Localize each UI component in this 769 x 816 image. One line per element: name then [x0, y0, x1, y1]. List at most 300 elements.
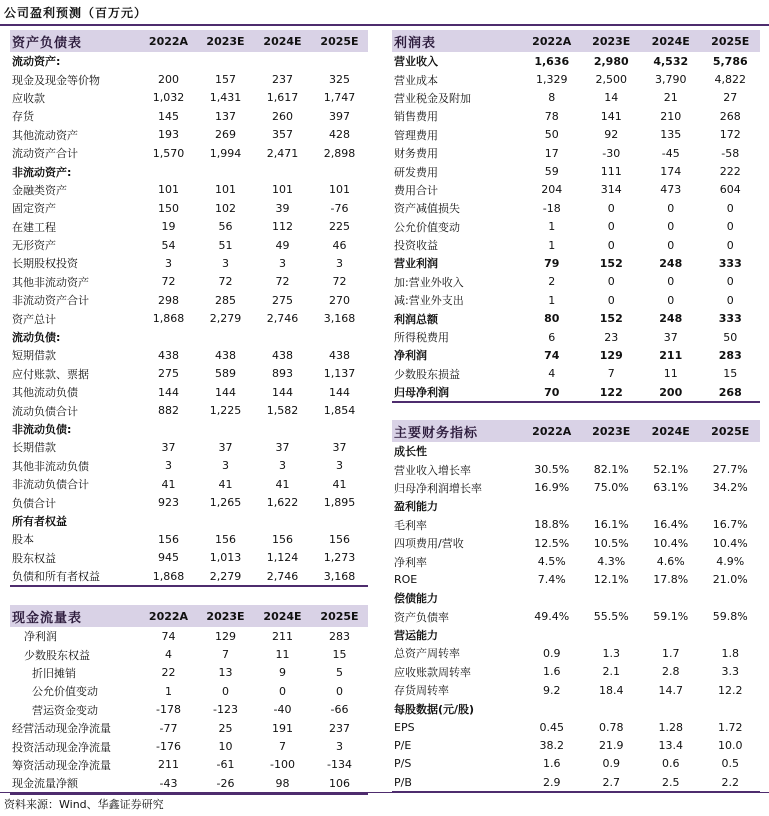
cell-value: 156: [215, 532, 236, 546]
cell-value: [522, 442, 582, 460]
cell-value: 10.0: [718, 738, 743, 752]
row-label: 资产总计: [12, 312, 56, 326]
row-label: 股本: [12, 533, 34, 547]
table-row: [392, 309, 760, 327]
cell-value: 16.4%: [653, 518, 689, 532]
cell-value: 7.4%: [537, 573, 566, 587]
cell-value: -178: [156, 703, 181, 717]
cell-value: 72: [218, 275, 233, 289]
cell-value: 10.4%: [653, 536, 689, 550]
cell-value: 438: [329, 348, 350, 362]
cell-value: 0: [607, 238, 615, 252]
table-row: [10, 70, 368, 88]
cell-value: 3: [222, 459, 229, 473]
cell-value: 2,746: [266, 312, 299, 326]
cell-value: 357: [272, 128, 293, 142]
ratios-year-header: 2023E: [582, 420, 642, 442]
cell-value: 0: [607, 275, 615, 289]
row-label: 净利润: [24, 630, 57, 644]
cell-value: 225: [329, 220, 350, 234]
cell-value: 150: [158, 201, 179, 215]
row-label: 筹资活动现金净流量: [12, 758, 111, 772]
table-row: [10, 309, 368, 327]
cell-value: 0: [726, 220, 734, 234]
cashflow-year-header: 2025E: [311, 605, 368, 627]
cell-value: 1,994: [209, 146, 242, 160]
cell-value: 12.1%: [593, 573, 629, 587]
row-label: 销售费用: [394, 110, 438, 124]
cell-value: 1.6: [543, 665, 561, 679]
table-row: [10, 126, 368, 144]
row-label: 非流动资产合计: [12, 294, 89, 308]
table-row: [392, 718, 760, 736]
row-label: 其他流动资产: [12, 128, 78, 142]
row-label: 资产减值损失: [394, 202, 460, 216]
row-label: 管理费用: [394, 128, 438, 142]
cell-value: 1.7: [662, 646, 680, 660]
cell-value: 2,279: [197, 567, 254, 586]
cell-value: 51: [218, 238, 233, 252]
cell-value: 0: [667, 293, 675, 307]
row-label: 长期借款: [12, 441, 56, 455]
table-row: [10, 218, 368, 236]
cell-value: 4,822: [714, 73, 746, 87]
cell-value: -61: [216, 758, 235, 772]
cell-value: -77: [159, 721, 178, 735]
table-row: [10, 254, 368, 272]
cell-value: 589: [215, 367, 236, 381]
row-label: P/S: [394, 757, 412, 771]
cell-value: 0: [279, 684, 286, 698]
cell-value: 30.5%: [534, 463, 570, 477]
cell-value: 75.0%: [593, 481, 629, 495]
cell-value: 1.8: [721, 646, 739, 660]
cell-value: 428: [329, 128, 350, 142]
cell-value: 0: [726, 275, 734, 289]
cell-value: 1,225: [209, 404, 242, 418]
row-label: 盈利能力: [394, 500, 438, 514]
balance-header-row: [10, 30, 368, 52]
table-row: [10, 475, 368, 493]
cell-value: 16.9%: [534, 481, 570, 495]
cell-value: 1,013: [209, 551, 242, 565]
cell-value: 50: [723, 330, 738, 344]
cell-value: -176: [156, 740, 181, 754]
cashflow-year-header: 2023E: [197, 605, 254, 627]
cell-value: 101: [272, 183, 293, 197]
row-label: 投资收益: [394, 239, 438, 253]
cell-value: 129: [599, 348, 623, 362]
cell-value: [140, 162, 197, 180]
row-label: 少数股东权益: [24, 648, 90, 662]
cell-value: 314: [600, 183, 622, 197]
cell-value: 0.45: [539, 720, 564, 734]
cell-value: 285: [215, 293, 236, 307]
cell-value: 38.2: [539, 738, 564, 752]
cell-value: 2.1: [602, 665, 620, 679]
table-row: [392, 273, 760, 291]
table-row: [10, 549, 368, 567]
cell-value: 1,895: [323, 496, 356, 510]
table-row: [10, 420, 368, 438]
row-label: 研发费用: [394, 165, 438, 179]
table-row: [392, 126, 760, 144]
row-label: 短期借款: [12, 349, 56, 363]
cell-value: 2,898: [323, 146, 356, 160]
cell-value: 283: [329, 629, 350, 643]
cell-value: -45: [661, 146, 680, 160]
cell-value: 0: [726, 238, 734, 252]
cell-value: 275: [272, 293, 293, 307]
cell-value: [641, 497, 701, 515]
cell-value: 59.1%: [653, 610, 689, 624]
cell-value: 18.4: [599, 683, 624, 697]
table-row: [392, 291, 760, 309]
financial-ratios-table: [392, 420, 760, 793]
cell-value: [311, 420, 368, 438]
cell-value: 0: [667, 220, 675, 234]
row-label: 公允价值变动: [32, 685, 98, 699]
cell-value: 2,500: [595, 73, 627, 87]
cell-value: 1,137: [323, 367, 356, 381]
cell-value: 156: [329, 532, 350, 546]
table-row: [10, 664, 368, 682]
cell-value: 0.9: [543, 646, 561, 660]
cell-value: -26: [197, 774, 254, 793]
cell-value: 2.9: [522, 773, 582, 792]
cell-value: 1,617: [266, 91, 299, 105]
cell-value: 1,570: [152, 146, 185, 160]
table-row: [392, 218, 760, 236]
row-label: 其他非流动资产: [12, 275, 89, 289]
table-row: [392, 699, 760, 717]
cell-value: 882: [158, 404, 179, 418]
cell-value: 4: [548, 367, 556, 381]
row-label: 存货周转率: [394, 684, 449, 698]
cell-value: 1,265: [209, 496, 242, 510]
row-label: 减:营业外支出: [394, 294, 464, 308]
table-row: [392, 608, 760, 626]
cell-value: 2.5: [641, 773, 701, 792]
cell-value: 5,786: [712, 54, 748, 68]
row-label: 营运资金变动: [32, 703, 98, 717]
table-row: [10, 438, 368, 456]
table-row: [392, 552, 760, 570]
table-row: [392, 773, 760, 792]
bottom-rule: [0, 792, 769, 793]
cell-value: 3: [336, 256, 343, 270]
cell-value: [197, 420, 254, 438]
table-row: [10, 682, 368, 700]
cashflow-year-header: 2022A: [140, 605, 197, 627]
table-row: [392, 162, 760, 180]
cell-value: [254, 420, 311, 438]
cell-value: 2.2: [701, 773, 761, 792]
cell-value: 2.7: [582, 773, 642, 792]
row-label: 负债和所有者权益: [10, 567, 140, 586]
cell-value: 0.5: [721, 757, 739, 771]
cell-value: 72: [161, 275, 176, 289]
cell-value: 101: [215, 183, 236, 197]
table-row: [392, 199, 760, 217]
row-label: 流动负债:: [12, 331, 61, 345]
row-label: 现金及现金等价物: [12, 73, 100, 87]
cell-value: 211: [659, 348, 683, 362]
table-row: [392, 328, 760, 346]
cell-value: [197, 328, 254, 346]
cell-value: 211: [158, 758, 179, 772]
cell-value: [522, 589, 582, 607]
cell-value: 4.5%: [537, 555, 566, 569]
cell-value: [522, 626, 582, 644]
row-label: 所有者权益: [12, 514, 67, 528]
cell-value: 1.3: [602, 646, 620, 660]
row-label: 存货: [12, 110, 34, 124]
cell-value: [641, 589, 701, 607]
cashflow-title: 现金流量表: [10, 605, 140, 627]
table-row: [10, 291, 368, 309]
table-row: [392, 589, 760, 607]
cell-value: 37: [161, 440, 176, 454]
row-label: 毛利率: [394, 518, 427, 532]
row-label: 成长性: [394, 445, 427, 459]
ratios-year-header: 2025E: [701, 420, 761, 442]
income-title: 利润表: [392, 30, 522, 52]
cell-value: 945: [158, 551, 179, 565]
cell-value: -123: [213, 703, 238, 717]
cell-value: 3,168: [311, 567, 368, 586]
cell-value: 10.4%: [712, 536, 748, 550]
cell-value: 0: [222, 684, 229, 698]
table-row: [10, 457, 368, 475]
cell-value: [197, 52, 254, 70]
cell-value: 37: [275, 440, 290, 454]
cell-value: 248: [659, 256, 683, 270]
cell-value: [582, 589, 642, 607]
cell-value: [197, 162, 254, 180]
table-row: [10, 52, 368, 70]
cell-value: 2,279: [209, 312, 242, 326]
row-label: 无形资产: [12, 239, 56, 253]
cell-value: 0.9: [602, 757, 620, 771]
row-label: 金融类资产: [12, 183, 67, 197]
cell-value: 1,636: [534, 54, 570, 68]
cell-value: 222: [719, 165, 741, 179]
ratios-header-row: [392, 420, 760, 442]
cell-value: 39: [275, 201, 290, 215]
row-label: 流动资产:: [12, 55, 61, 69]
cell-value: 37: [663, 330, 678, 344]
source-note: 资料来源：Wind、华鑫证券研究: [4, 798, 164, 811]
cell-value: 79: [544, 256, 560, 270]
cell-value: 1.6: [543, 757, 561, 771]
cell-value: 12.5%: [534, 536, 570, 550]
balance-year-header: 2024E: [254, 30, 311, 52]
cell-value: 1: [165, 684, 172, 698]
table-row: [10, 144, 368, 162]
cell-value: [311, 328, 368, 346]
cell-value: 21.9: [599, 738, 624, 752]
cell-value: 41: [218, 477, 233, 491]
cell-value: 74: [161, 629, 176, 643]
row-label: 固定资产: [12, 202, 56, 216]
table-row: [10, 645, 368, 663]
cell-value: 1: [548, 293, 556, 307]
cell-value: 1.72: [718, 720, 743, 734]
cell-value: [311, 52, 368, 70]
table-row: [10, 737, 368, 755]
cell-value: 14.7: [658, 683, 683, 697]
cell-value: 23: [604, 330, 619, 344]
cell-value: 101: [329, 183, 350, 197]
table-row: [392, 534, 760, 552]
cell-value: -76: [330, 201, 349, 215]
cell-value: 145: [158, 109, 179, 123]
income-year-header: 2022A: [522, 30, 582, 52]
table-row: [10, 328, 368, 346]
cell-value: 4: [165, 648, 172, 662]
cell-value: 1.28: [658, 720, 683, 734]
cell-value: 0: [667, 238, 675, 252]
table-row: [392, 736, 760, 754]
cell-value: 1,582: [266, 404, 299, 418]
cell-value: 137: [215, 109, 236, 123]
cell-value: 9.2: [543, 683, 561, 697]
income-header-row: [392, 30, 760, 52]
cell-value: 6: [548, 330, 556, 344]
cashflow-header-row: [10, 605, 368, 627]
cell-value: 74: [544, 348, 560, 362]
row-label: 长期股权投资: [12, 257, 78, 271]
cell-value: 41: [332, 477, 347, 491]
cell-value: 156: [272, 532, 293, 546]
cell-value: 78: [544, 109, 559, 123]
table-row: [392, 70, 760, 88]
cell-value: 13: [218, 666, 233, 680]
table-row: [392, 663, 760, 681]
cell-value: 152: [599, 312, 623, 326]
cell-value: 1,032: [152, 91, 185, 105]
row-label: 所得税费用: [394, 331, 449, 345]
cell-value: [701, 497, 761, 515]
cell-value: 2,746: [254, 567, 311, 586]
cell-value: [582, 699, 642, 717]
cell-value: 92: [604, 128, 619, 142]
cell-value: 237: [329, 721, 350, 735]
row-label: 现金流量净额: [10, 774, 140, 793]
cell-value: 1,273: [323, 551, 356, 565]
table-row: [10, 401, 368, 419]
table-row: [10, 89, 368, 107]
cell-value: 144: [215, 385, 236, 399]
cell-value: 4.6%: [656, 555, 685, 569]
cell-value: [254, 512, 311, 530]
cell-value: 248: [659, 312, 683, 326]
cell-value: 191: [272, 721, 293, 735]
cell-value: 9: [279, 666, 286, 680]
cell-value: 3,790: [655, 73, 687, 87]
cell-value: 34.2%: [712, 481, 748, 495]
balance-year-header: 2022A: [140, 30, 197, 52]
cell-value: 260: [272, 109, 293, 123]
cell-value: 1,868: [152, 312, 185, 326]
table-row: [392, 626, 760, 644]
ratios-title: 主要财务指标: [392, 420, 522, 442]
cell-value: 141: [600, 109, 622, 123]
row-label: 流动负债合计: [12, 404, 78, 418]
row-label: 营业收入增长率: [394, 463, 471, 477]
cell-value: 17.8%: [653, 573, 689, 587]
cell-value: 56: [218, 220, 233, 234]
cell-value: 37: [332, 440, 347, 454]
table-row: [392, 442, 760, 460]
cell-value: 156: [158, 532, 179, 546]
cell-value: 923: [158, 496, 179, 510]
table-row: [392, 460, 760, 478]
cell-value: -40: [273, 703, 292, 717]
table-row: [392, 89, 760, 107]
ratios-year-header: 2022A: [522, 420, 582, 442]
cell-value: 3: [336, 740, 343, 754]
row-label: 负债合计: [12, 496, 56, 510]
table-row: [392, 755, 760, 773]
cell-value: 204: [541, 183, 563, 197]
cell-value: 275: [158, 367, 179, 381]
cell-value: 298: [158, 293, 179, 307]
row-label: EPS: [394, 720, 415, 734]
table-row: [10, 719, 368, 737]
row-label: 四项费用/营收: [394, 537, 464, 551]
cell-value: 0: [667, 201, 675, 215]
cell-value: 49.4%: [534, 610, 570, 624]
cell-value: [522, 699, 582, 717]
income-statement-table: [392, 30, 760, 403]
cell-value: 7: [279, 740, 286, 754]
cell-value: [140, 512, 197, 530]
table-row: [392, 52, 760, 70]
table-row: [392, 181, 760, 199]
cell-value: 7: [222, 648, 229, 662]
cell-value: 72: [332, 275, 347, 289]
cell-value: 98: [254, 774, 311, 793]
income-year-header: 2025E: [701, 30, 761, 52]
cell-value: 1: [548, 220, 556, 234]
row-label: P/E: [394, 738, 412, 752]
cell-value: -134: [327, 758, 352, 772]
cell-value: 102: [215, 201, 236, 215]
cell-value: 129: [215, 629, 236, 643]
cell-value: 211: [272, 629, 293, 643]
cell-value: 3: [336, 459, 343, 473]
cell-value: 70: [522, 383, 582, 402]
table-row: [10, 774, 368, 793]
cell-value: 3,168: [323, 312, 356, 326]
cell-value: 1,747: [323, 91, 356, 105]
row-label: P/B: [392, 773, 522, 792]
cell-value: 14: [604, 91, 619, 105]
cell-value: 135: [660, 128, 682, 142]
table-row: [10, 567, 368, 586]
cashflow-table: [10, 605, 368, 795]
table-row: [10, 199, 368, 217]
income-year-header: 2024E: [641, 30, 701, 52]
cell-value: 200: [641, 383, 701, 402]
row-label: 利润总额: [394, 312, 438, 326]
cell-value: 41: [275, 477, 290, 491]
table-row: [392, 479, 760, 497]
table-row: [392, 254, 760, 272]
cell-value: [701, 699, 761, 717]
